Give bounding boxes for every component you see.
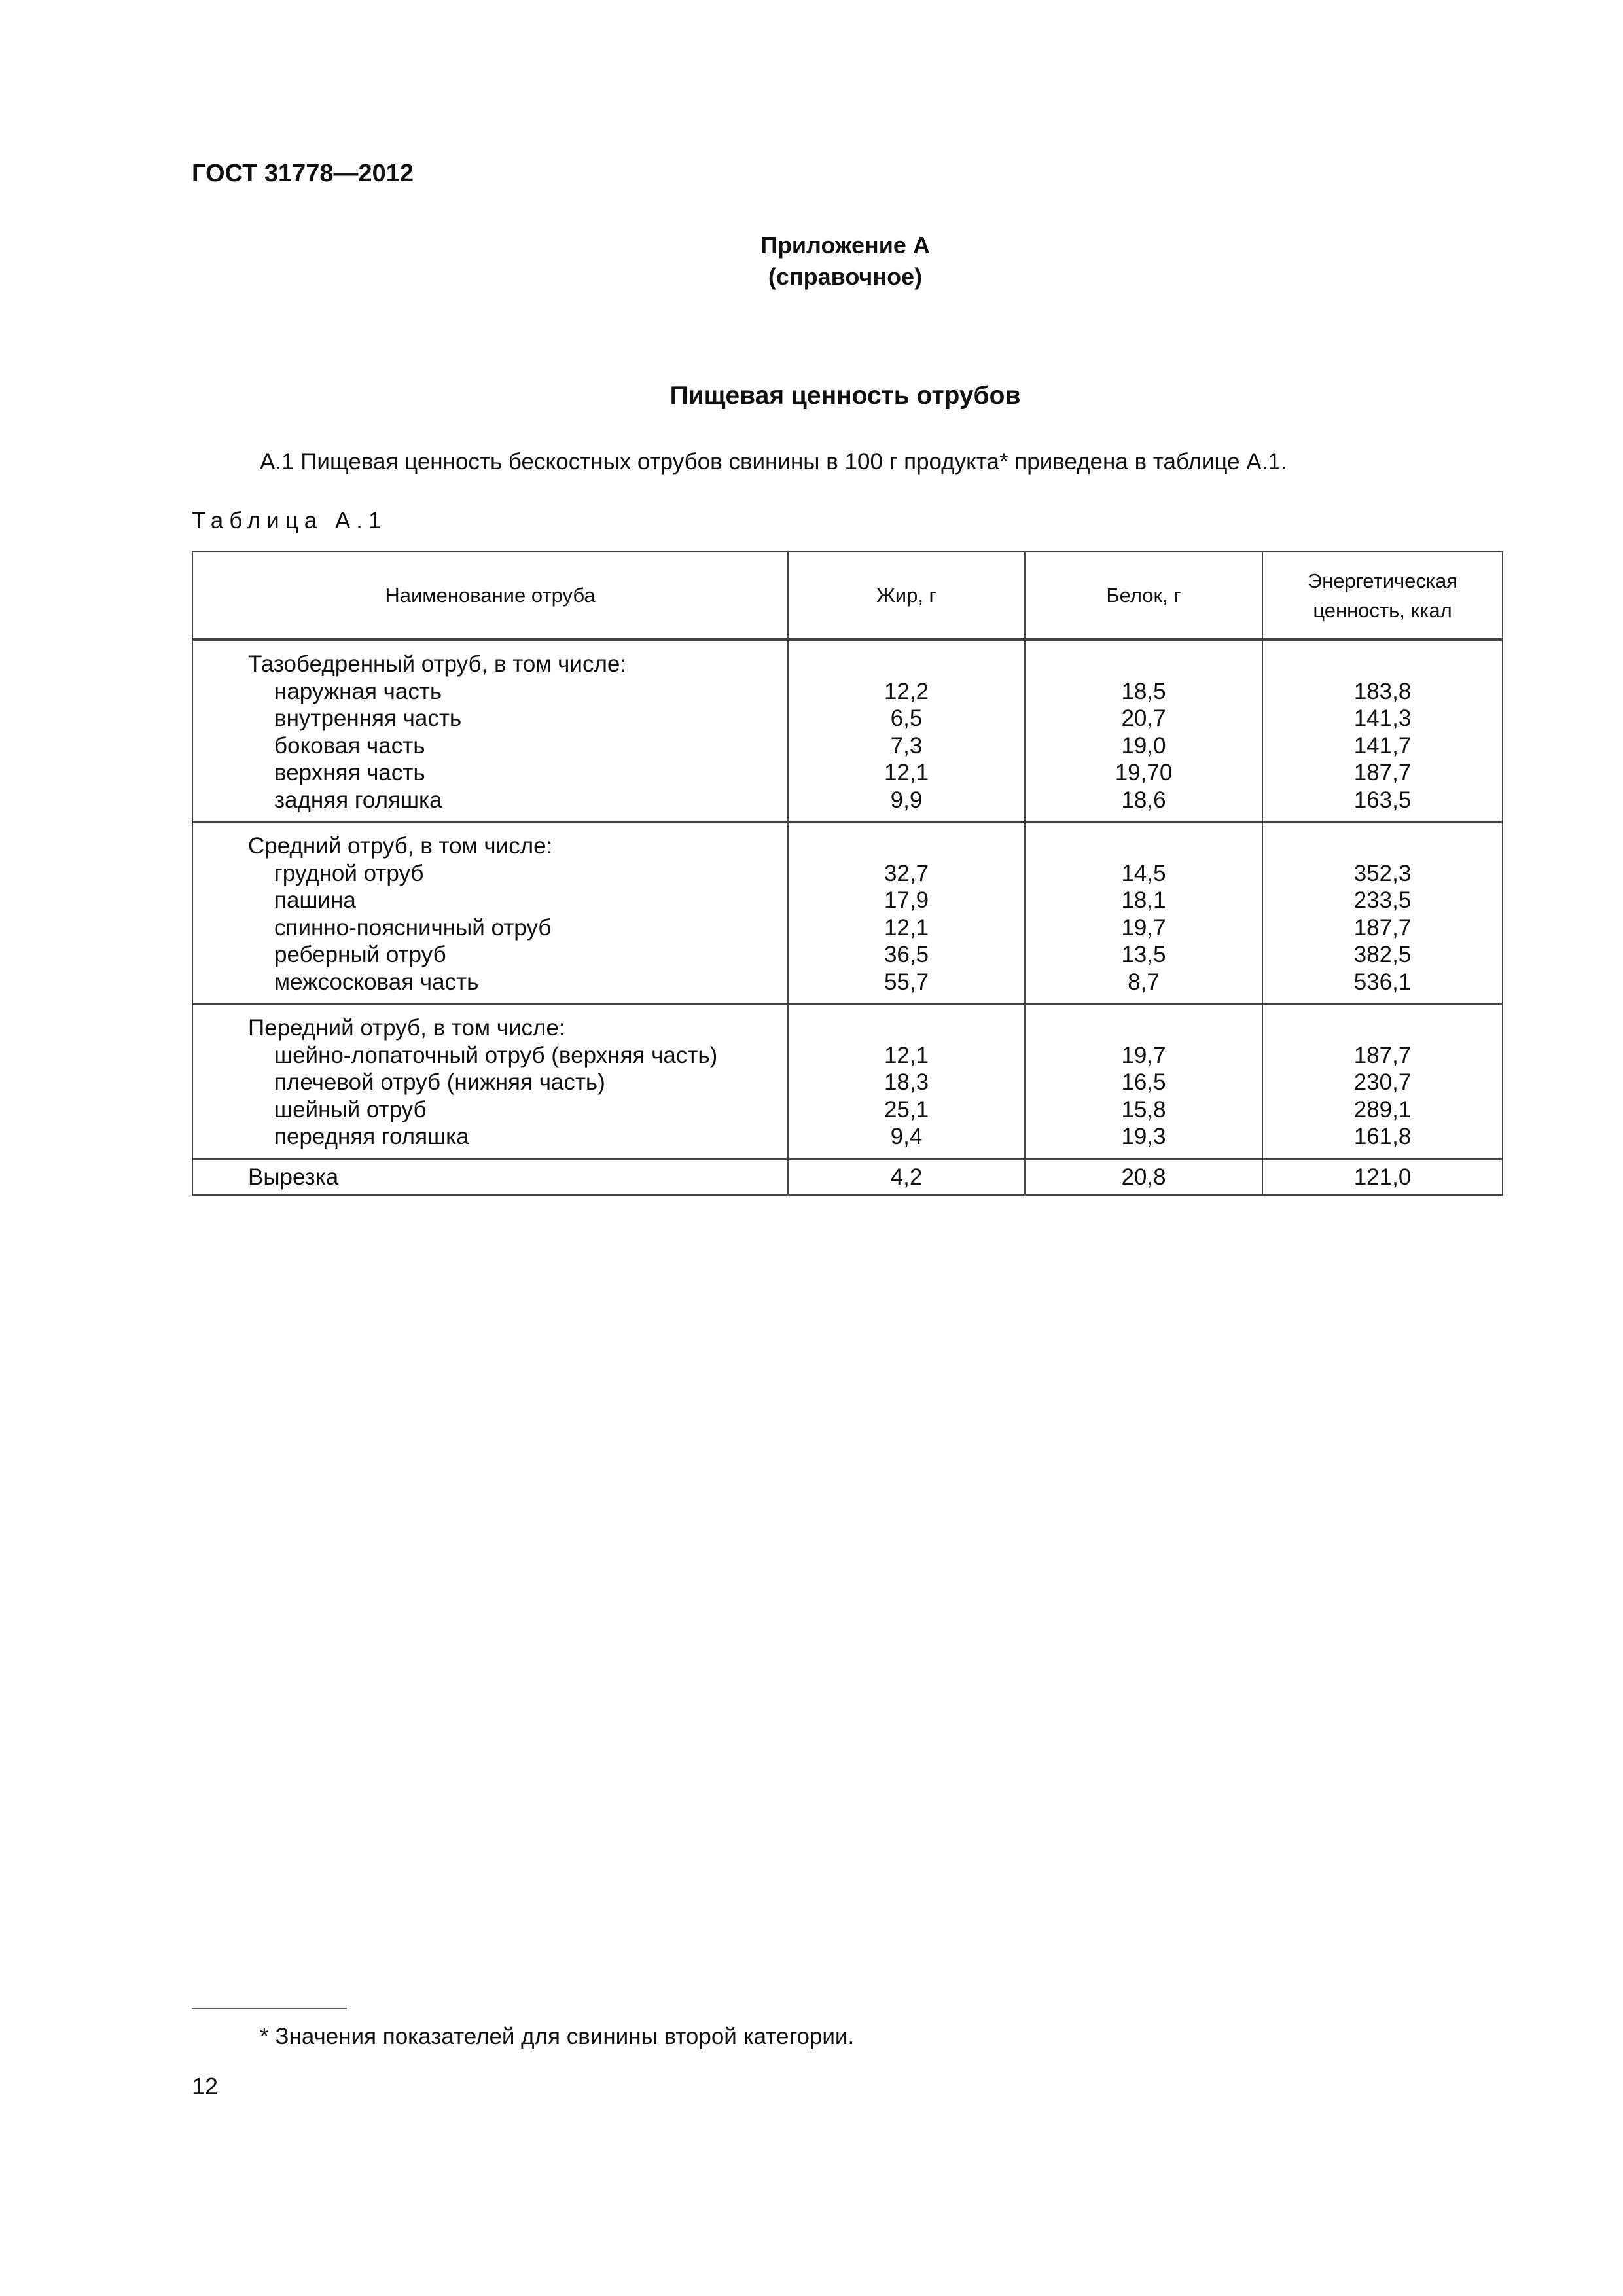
- header-energy-line1: Энергетическая: [1307, 569, 1458, 592]
- protein-value: 13,5: [1121, 942, 1166, 967]
- energy-value: 187,7: [1353, 914, 1412, 941]
- fat-value: 9,9: [890, 787, 923, 813]
- protein-value: 8,7: [1128, 969, 1160, 995]
- table-single-row: [192, 1159, 1503, 1196]
- fat-value: 9,4: [890, 1124, 923, 1149]
- group-title: Тазобедренный отруб, в том числе:: [248, 651, 627, 677]
- group-title: Передний отруб, в том числе:: [248, 1015, 565, 1041]
- energy-value: 352,3: [1353, 860, 1412, 886]
- header-protein: Белок, г: [1025, 552, 1262, 639]
- protein-value: 20,7: [1121, 706, 1166, 731]
- energy-value: 187,7: [1353, 760, 1412, 785]
- single-name-cell: [192, 1159, 788, 1196]
- single-protein-cell: [1025, 1159, 1262, 1196]
- annex-kind: (справочное): [768, 263, 923, 290]
- cut-name: задняя голяшка: [274, 787, 442, 813]
- protein-value: 19,70: [1115, 760, 1173, 785]
- cut-name: наружная часть: [274, 678, 442, 704]
- blank-line: [1026, 651, 1262, 678]
- protein-value: 14,5: [1121, 860, 1166, 886]
- protein-lines: [1026, 1160, 1262, 1195]
- header-fat: Жир, г: [788, 552, 1025, 639]
- energy-value: 141,7: [1353, 732, 1412, 759]
- cut-name: межсосковая часть: [274, 969, 479, 995]
- protein-value: 18,6: [1121, 787, 1166, 813]
- blank-line: [1263, 1014, 1502, 1042]
- table-caption: Таблица А.1: [192, 508, 387, 533]
- fat-value: 55,7: [883, 969, 929, 995]
- protein-lines: [1026, 641, 1262, 821]
- fat-value: 18,3: [883, 1069, 929, 1095]
- fat-value: 12,1: [883, 1042, 929, 1068]
- blank-line: [789, 1014, 1024, 1042]
- blank-line: [789, 651, 1024, 678]
- table-body: [192, 639, 1503, 1195]
- intro-paragraph: А.1 Пищевая ценность бескостных отрубов свинины в 100 г продукта* приведена в таблице А.1.: [260, 449, 1287, 475]
- cut-name: шейно-лопаточный отруб (верхняя часть): [274, 1042, 718, 1068]
- cut-name: пашина: [274, 888, 356, 913]
- group-protein-cell: [1025, 822, 1262, 1004]
- protein-value: 20,8: [1121, 1164, 1166, 1190]
- fat-value: 6,5: [890, 706, 923, 731]
- header-energy: [1262, 552, 1503, 639]
- cut-name: верхняя часть: [274, 760, 425, 785]
- table-group-row: [192, 1004, 1503, 1159]
- header-energy-line2: ценность, ккал: [1313, 598, 1452, 622]
- fat-value: 32,7: [883, 860, 929, 886]
- cut-name: Вырезка: [248, 1164, 339, 1190]
- table-header-row: [192, 552, 1503, 639]
- fat-value: 12,1: [883, 914, 929, 941]
- nutrition-table-container: [192, 551, 1502, 1196]
- energy-lines: [1263, 1160, 1502, 1195]
- group-protein-cell: [1025, 639, 1262, 822]
- protein-value: 15,8: [1121, 1096, 1166, 1122]
- energy-value: 230,7: [1353, 1069, 1412, 1095]
- fat-lines: [789, 823, 1024, 1003]
- group-fat-cell: [788, 639, 1025, 822]
- blank-line: [1026, 833, 1262, 860]
- energy-value: 289,1: [1353, 1096, 1412, 1122]
- fat-lines: [789, 1160, 1024, 1195]
- energy-lines: [1263, 823, 1502, 1003]
- energy-lines: [1263, 1005, 1502, 1158]
- fat-value: 25,1: [883, 1096, 929, 1122]
- cut-name: грудной отруб: [274, 860, 424, 886]
- energy-value: 233,5: [1353, 888, 1412, 913]
- cut-name: реберный отруб: [274, 942, 446, 967]
- group-names-cell: [192, 822, 788, 1004]
- energy-value: 382,5: [1353, 942, 1412, 967]
- page-number: 12: [192, 2073, 219, 2100]
- group-fat-cell: [788, 822, 1025, 1004]
- fat-value: 7,3: [890, 732, 923, 759]
- blank-line: [1026, 1014, 1262, 1042]
- blank-line: [1263, 651, 1502, 678]
- group-energy-cell: [1262, 639, 1503, 822]
- single-energy-cell: [1262, 1159, 1503, 1196]
- section-title: Пищевая ценность отрубов: [669, 382, 1021, 410]
- fat-value: 17,9: [883, 888, 929, 913]
- energy-value: 187,7: [1353, 1042, 1412, 1068]
- fat-lines: [789, 641, 1024, 821]
- table-group-row: [192, 822, 1503, 1004]
- cut-name: шейный отруб: [274, 1096, 427, 1122]
- protein-lines: [1026, 823, 1262, 1003]
- fat-value: 12,1: [883, 760, 929, 785]
- group-fat-cell: [788, 1004, 1025, 1159]
- blank-line: [789, 833, 1024, 860]
- fat-value: 4,2: [890, 1164, 923, 1190]
- header-cut-name: Наименование отруба: [192, 552, 788, 639]
- protein-value: 18,5: [1121, 678, 1166, 704]
- cut-name: спинно-поясничный отруб: [274, 914, 552, 941]
- energy-value: 536,1: [1353, 969, 1412, 995]
- document-code: ГОСТ 31778—2012: [192, 160, 414, 187]
- annex-heading: [0, 230, 1623, 293]
- group-energy-cell: [1262, 822, 1503, 1004]
- energy-value: 163,5: [1353, 787, 1412, 813]
- cut-name: боковая часть: [274, 732, 425, 759]
- table-group-row: [192, 639, 1503, 822]
- group-name-lines: [193, 1005, 787, 1158]
- cut-name: плечевой отруб (нижняя часть): [274, 1069, 605, 1095]
- group-name-lines: [193, 641, 787, 821]
- group-names-cell: [192, 639, 788, 822]
- protein-value: 19,7: [1121, 1042, 1166, 1068]
- nutrition-table: [192, 551, 1503, 1196]
- energy-value: 161,8: [1353, 1124, 1412, 1149]
- footnote: * Значения показателей для свинины второй категории.: [260, 2024, 855, 2049]
- group-title: Средний отруб, в том числе:: [248, 833, 553, 859]
- single-name-lines: [193, 1160, 787, 1195]
- fat-value: 12,2: [883, 678, 929, 704]
- group-protein-cell: [1025, 1004, 1262, 1159]
- energy-lines: [1263, 641, 1502, 821]
- blank-line: [1263, 833, 1502, 860]
- single-fat-cell: [788, 1159, 1025, 1196]
- group-names-cell: [192, 1004, 788, 1159]
- protein-value: 18,1: [1121, 888, 1166, 913]
- protein-value: 19,7: [1121, 914, 1166, 941]
- protein-lines: [1026, 1005, 1262, 1158]
- protein-value: 19,0: [1121, 732, 1166, 759]
- energy-value: 183,8: [1353, 678, 1412, 704]
- annex-title: Приложение А: [760, 232, 930, 259]
- footnote-divider: [192, 2008, 347, 2009]
- cut-name: внутренняя часть: [274, 706, 462, 731]
- protein-value: 19,3: [1121, 1124, 1166, 1149]
- fat-lines: [789, 1005, 1024, 1158]
- fat-value: 36,5: [883, 942, 929, 967]
- energy-value: 121,0: [1353, 1164, 1412, 1190]
- protein-value: 16,5: [1121, 1069, 1166, 1095]
- group-energy-cell: [1262, 1004, 1503, 1159]
- energy-value: 141,3: [1353, 706, 1412, 731]
- cut-name: передняя голяшка: [274, 1124, 469, 1149]
- group-name-lines: [193, 823, 787, 1003]
